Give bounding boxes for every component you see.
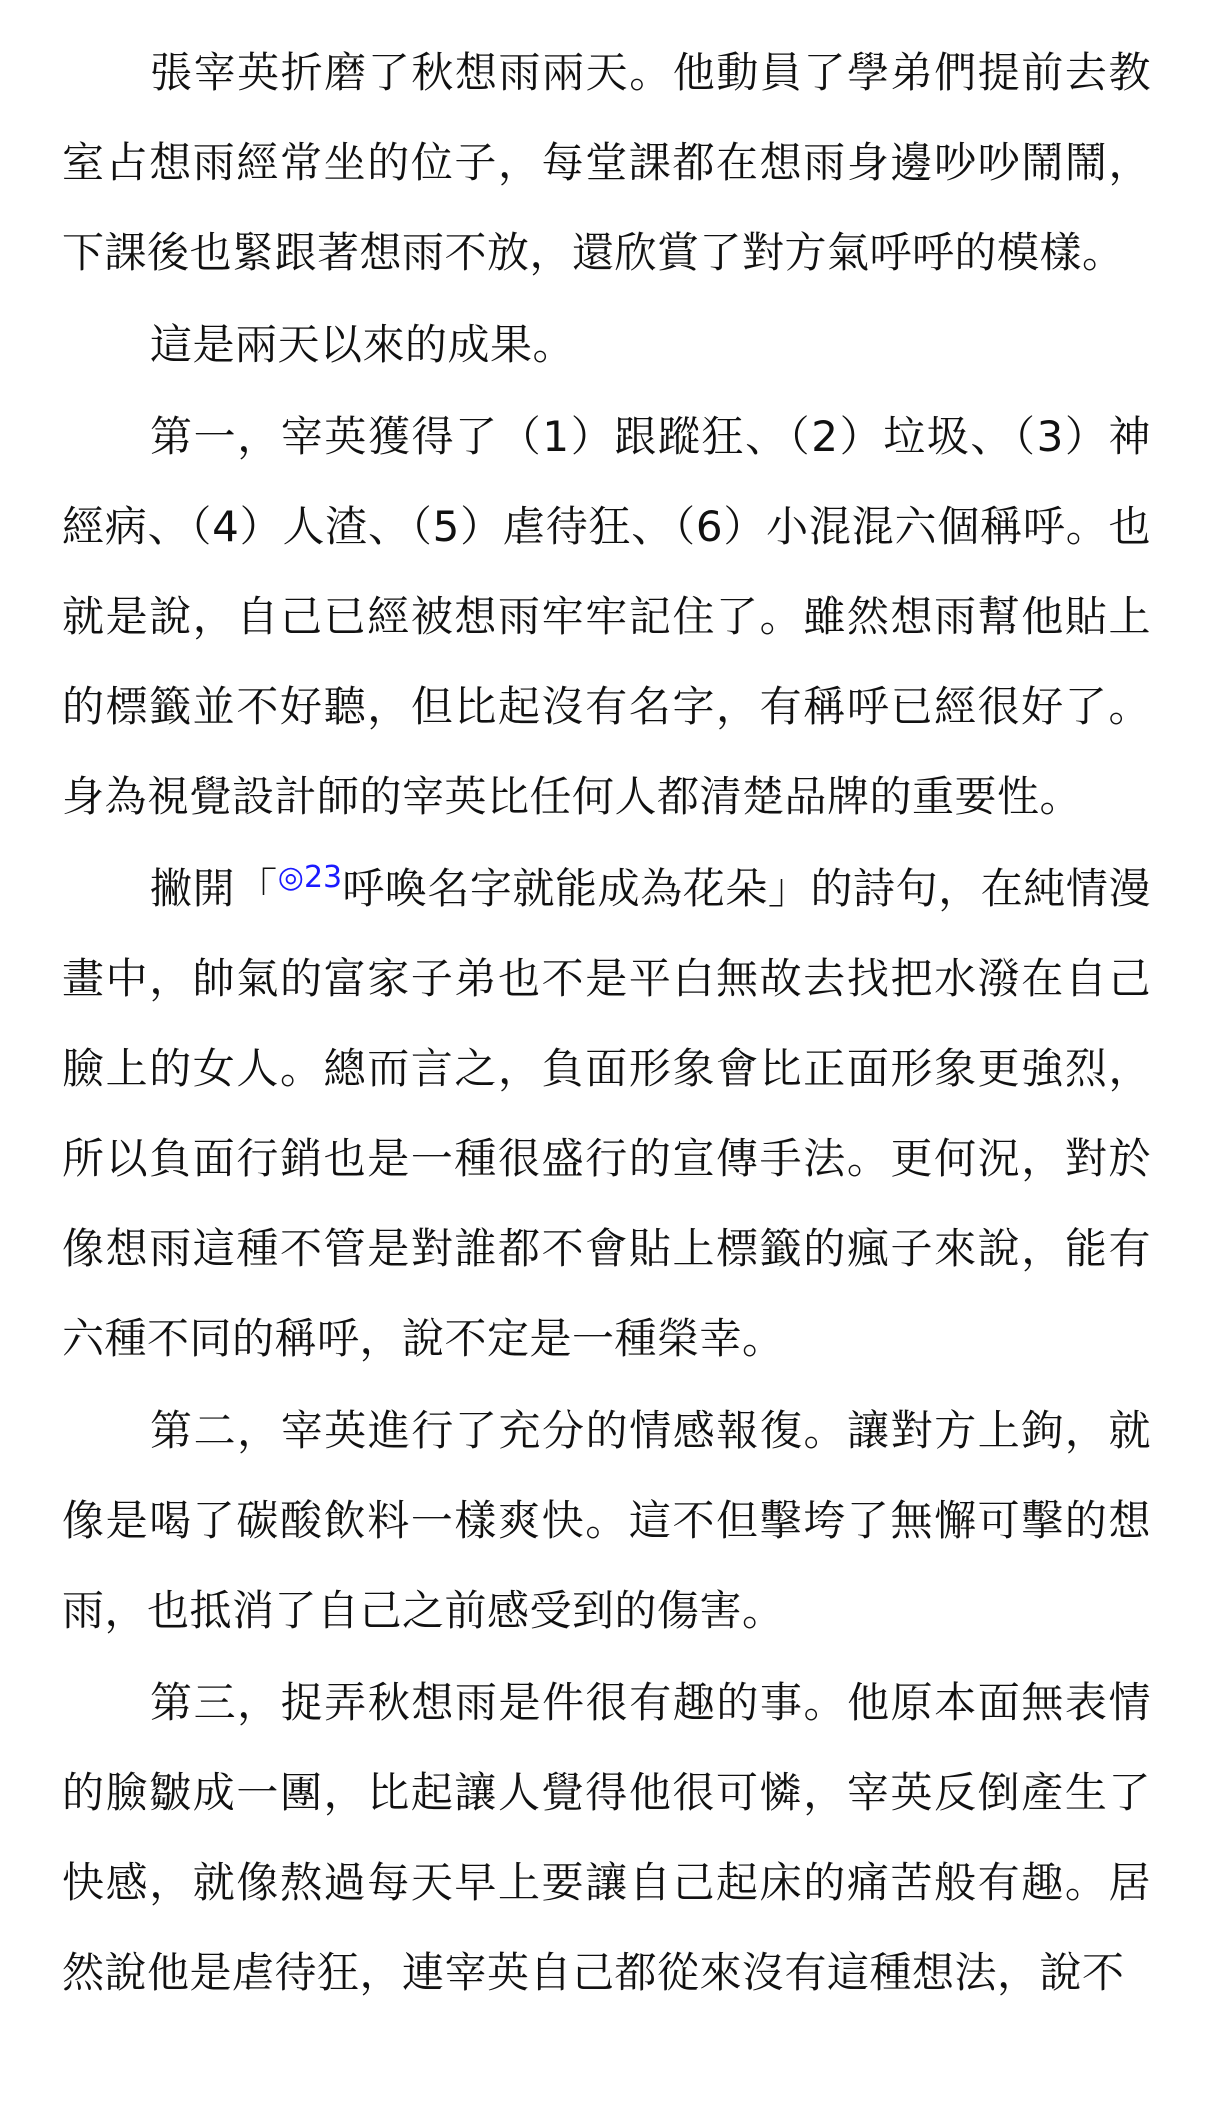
paragraph-4-after: 呼喚名字就能成為花朵」的詩句，在純情漫畫中，帥氣的富家子弟也不是平白無故去找把水潑在自己臉上的女人。總而言之，負面形象會比正面形象更強烈，所以負面行銷也是一種很盛行的宣傳手法。更何況，對於像想雨這種不管是對誰都不會貼上標籤的瘋子來說，能有六種不同的稱呼，說不定是一種榮幸。 bbox=[62, 864, 1151, 1363]
paragraph-2: 這是兩天以來的成果。 bbox=[150, 320, 576, 369]
paragraph-4-before: 撇開「 bbox=[150, 864, 278, 913]
paragraph-5: 第二，宰英進行了充分的情感報復。讓對方上鉤，就像是喝了碳酸飲料一樣爽快。這不但擊垮了無懈可擊的想雨，也抵消了自己之前感受到的傷害。 bbox=[62, 1406, 1151, 1635]
paragraph-4 bbox=[62, 844, 1151, 1384]
paragraph-3: 第一，宰英獲得了（1）跟蹤狂、（2）垃圾、（3）神經病、（4）人渣、（5）虐待狂、（6）小混混六個稱呼。也就是說，自己已經被想雨牢牢記住了。雖然想雨幫他貼上的標籤並不好聽，但比起沒有名字，有稱呼已經很好了。身為視覺設計師的宰英比任何人都清楚品牌的重要性。 bbox=[62, 412, 1151, 821]
footnote-link[interactable]: ◎23 bbox=[277, 860, 343, 895]
paragraph-6: 第三，捉弄秋想雨是件很有趣的事。他原本面無表情的臉皺成一團，比起讓人覺得他很可憐，宰英反倒產生了快感，就像熬過每天早上要讓自己起床的痛苦般有趣。居然說他是虐待狂，連宰英自己都從來沒有這種想法，說不 bbox=[62, 1678, 1151, 1997]
paragraph-1: 張宰英折磨了秋想雨兩天。他動員了學弟們提前去教室占想雨經常坐的位子，每堂課都在想雨身邊吵吵鬧鬧，下課後也緊跟著想雨不放，還欣賞了對方氣呼呼的模樣。 bbox=[62, 48, 1151, 277]
